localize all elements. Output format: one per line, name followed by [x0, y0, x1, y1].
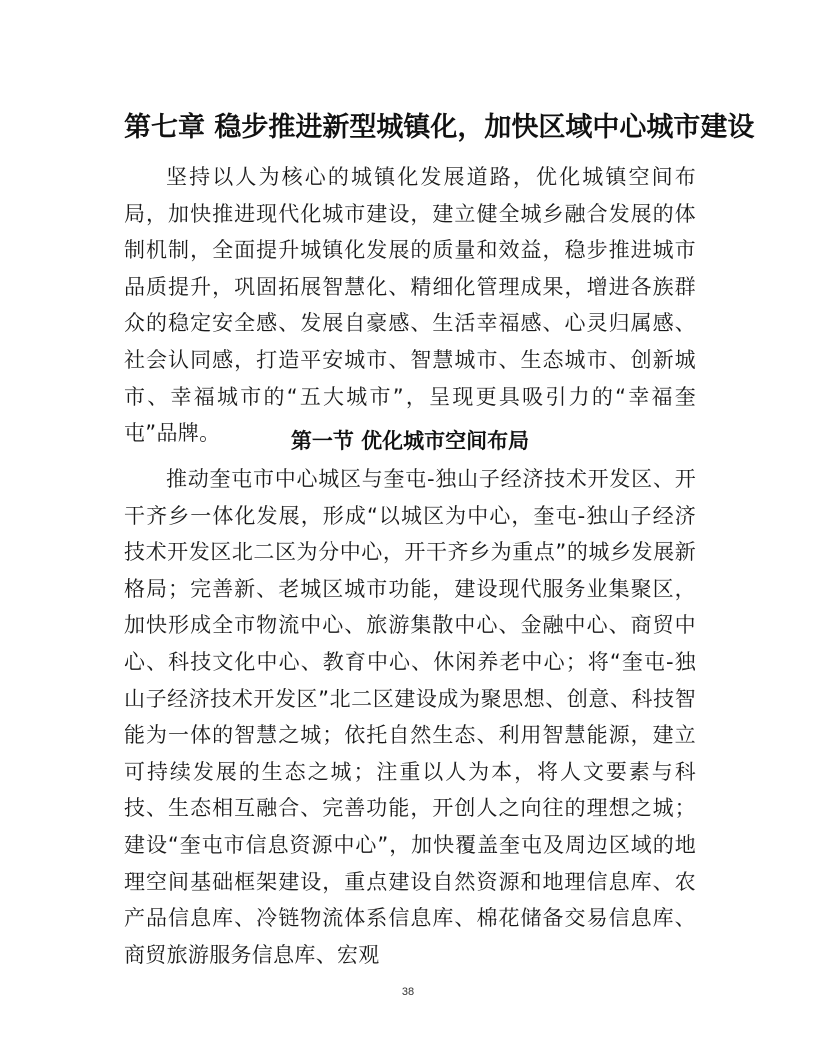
section-title: 第一节 优化城市空间布局 — [290, 429, 530, 453]
page-number: 38 — [401, 986, 415, 998]
intro-paragraph: 坚持以人为核心的城镇化发展道路，优化城镇空间布局，加快推进现代化城市建设，建立健全城乡融合发展的体制机制，全面提升城镇化发展的质量和效益，稳步推进城市品质提升，巩固拓展智慧化、精细化管理成果，增进各族群众的稳定安全感、发展自豪感、生活幸福感、心灵归属感、社会认同感，打造平安城市、智慧城市、生态城市、创新城市、幸福城市的“五大城市”，呈现更具吸引力的“幸福奎屯”品牌。 — [124, 165, 696, 446]
section-paragraph: 推动奎屯市中心城区与奎屯-独山子经济技术开发区、开干齐乡一体化发展，形成“以城区为中心，奎屯-独山子经济技术开发区北二区为分中心，开干齐乡为重点”的城乡发展新格局；完善新、老城区城市功能，建设现代服务业集聚区，加快形成全市物流中心、旅游集散中心、金融中心、商贸中心、科技文化中心、教育中心、休闲养老中心；将“奎屯-独山子经济技术开发区”北二区建设成为聚思想、创意、科技智能为一体的智慧之城；依托自然生态、利用智慧能源，建立可持续发展的生态之城；注重以人为本，将人文要素与科技、生态相互融合、完善功能，开创人之向往的理想之城；建设“奎屯市信息资源中心”，加快覆盖奎屯及周边区域的地理空间基础框架建设，重点建设自然资源和地理信息库、农产品信息库、冷链物流体系信息库、棉花储备交易信息库、商贸旅游服务信息库、宏观 — [124, 467, 696, 967]
chapter-title: 第七章 稳步推进新型城镇化，加快区域中心城市建设 — [124, 112, 755, 143]
